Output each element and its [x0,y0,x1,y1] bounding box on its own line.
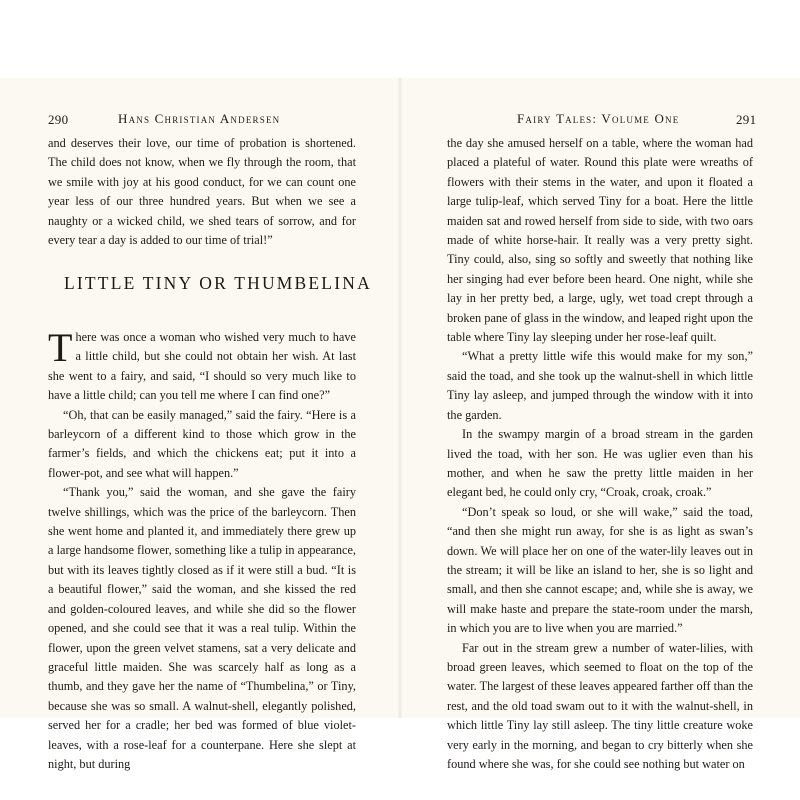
left-story-text [48,325,356,774]
paragraph: “Don’t speak so loud, or she will wake,” said the toad, “and then she might run away, for she is as light as swan’s down. We will place her on one of the water-lily leaves out in the stream; it will be like an island to her, she is so light and small, and then she cannot escape; and, while she is away, we will make haste and prepare the state-room under the marsh, in which you are to live when you are married.” [447,504,753,636]
story-title: LITTLE TINY OR THUMBELINA [64,273,372,293]
right-running-head: Fairy Tales: Volume One [517,111,680,126]
paragraph: “Oh, that can be easily managed,” said the fairy. “Here is a barleycorn of a different kind to those which grow in the farmer’s fields, and which the chickens eat; put it into a flower-pot, and see what will happen.” [48,407,356,480]
left-running-head: Hans Christian Andersen [118,111,281,126]
paragraph: In the swampy margin of a broad stream in the garden lived the toad, with her son. He was uglier even than his mother, and when he saw the pretty little maiden in her elegant bed, he could only cry, “Croak, croak, croak.” [447,427,753,500]
left-page [0,78,400,771]
continuation-paragraph: and deserves their love, our time of probation is shortened. The child does not know, when we fly through the room, that we smile with joy at his good conduct, for we can count one year less of our three hundred years. But when we see a naughty or a wicked child, we shed tears of sorrow, and for every tear a day is added to our time of trial!” [48,136,356,248]
opening-paragraph-text: here was once a woman who wished very much to have a little child, but she could not obtain her wish. At last she went to a fairy, and said, “I should so very much like to have a little child; can you tell me where I can find one?” [48,330,356,403]
book-spread [0,78,800,771]
right-page-text [447,134,753,774]
opening-paragraph [48,325,356,406]
continuation-paragraph: the day she amused herself on a table, where the woman had placed a plateful of water. Round this plate were wreaths of flowers with their stems in the water, and upon it floated a large tulip-leaf, which served Tiny for a boat. Here the little maiden sat and rowed herself from side to side, with two oars made of white horse-hair. It really was a very pretty sight. Tiny could, also, sing so softly and sweetly that nothing like her singing had ever before been heard. One night, while she lay in her pretty bed, a large, ugly, wet toad crept through a broken pane of glass in the window, and leaped right upon the table where Tiny lay sleeping under her rose-leaf quilt. [447,136,753,345]
right-page-number: 291 [736,112,757,127]
paragraph: Far out in the stream grew a number of water-lilies, with broad green leaves, which seemed to float on the top of the water. The largest of these leaves appeared farther off than the rest, and the old toad swam out to it with the walnut-shell, in which little Tiny lay still asleep. The tiny little creature woke very early in the morning, and began to cry bitterly when she found where she was, for she could see nothing but water on [447,640,753,771]
paragraph: “What a pretty little wife this would make for my son,” said the toad, and she took up the walnut-shell in which little Tiny lay asleep, and jumped through the window with it into the garden. [447,349,753,422]
drop-cap: T [48,325,73,370]
paragraph: “Thank you,” said the woman, and she gave the fairy twelve shillings, which was the price of the barleycorn. Then she went home and planted it, and immediately there grew up a large handsome flower, something like a tulip in appearance, but with its leaves tightly closed as if it were still a bud. “It is a beautiful flower,” said the woman, and she kissed the red and golden-coloured leaves, and while she did so the flower opened, and she could see that it was a real tulip. Within the flower, upon the green velvet stamens, sat a very delicate and graceful little maiden. She was scarcely half as long as a thumb, and they gave her the name of “Thumbelina,” or Tiny, because she was so small. A walnut-shell, elegantly polished, served her for a cradle; her bed was formed of blue violet-leaves, with a rose-leaf for a counterpane. Here she slept at night, but during [48,485,356,771]
right-page [400,78,800,771]
left-page-number: 290 [48,112,69,127]
left-continuation-text [48,134,356,250]
